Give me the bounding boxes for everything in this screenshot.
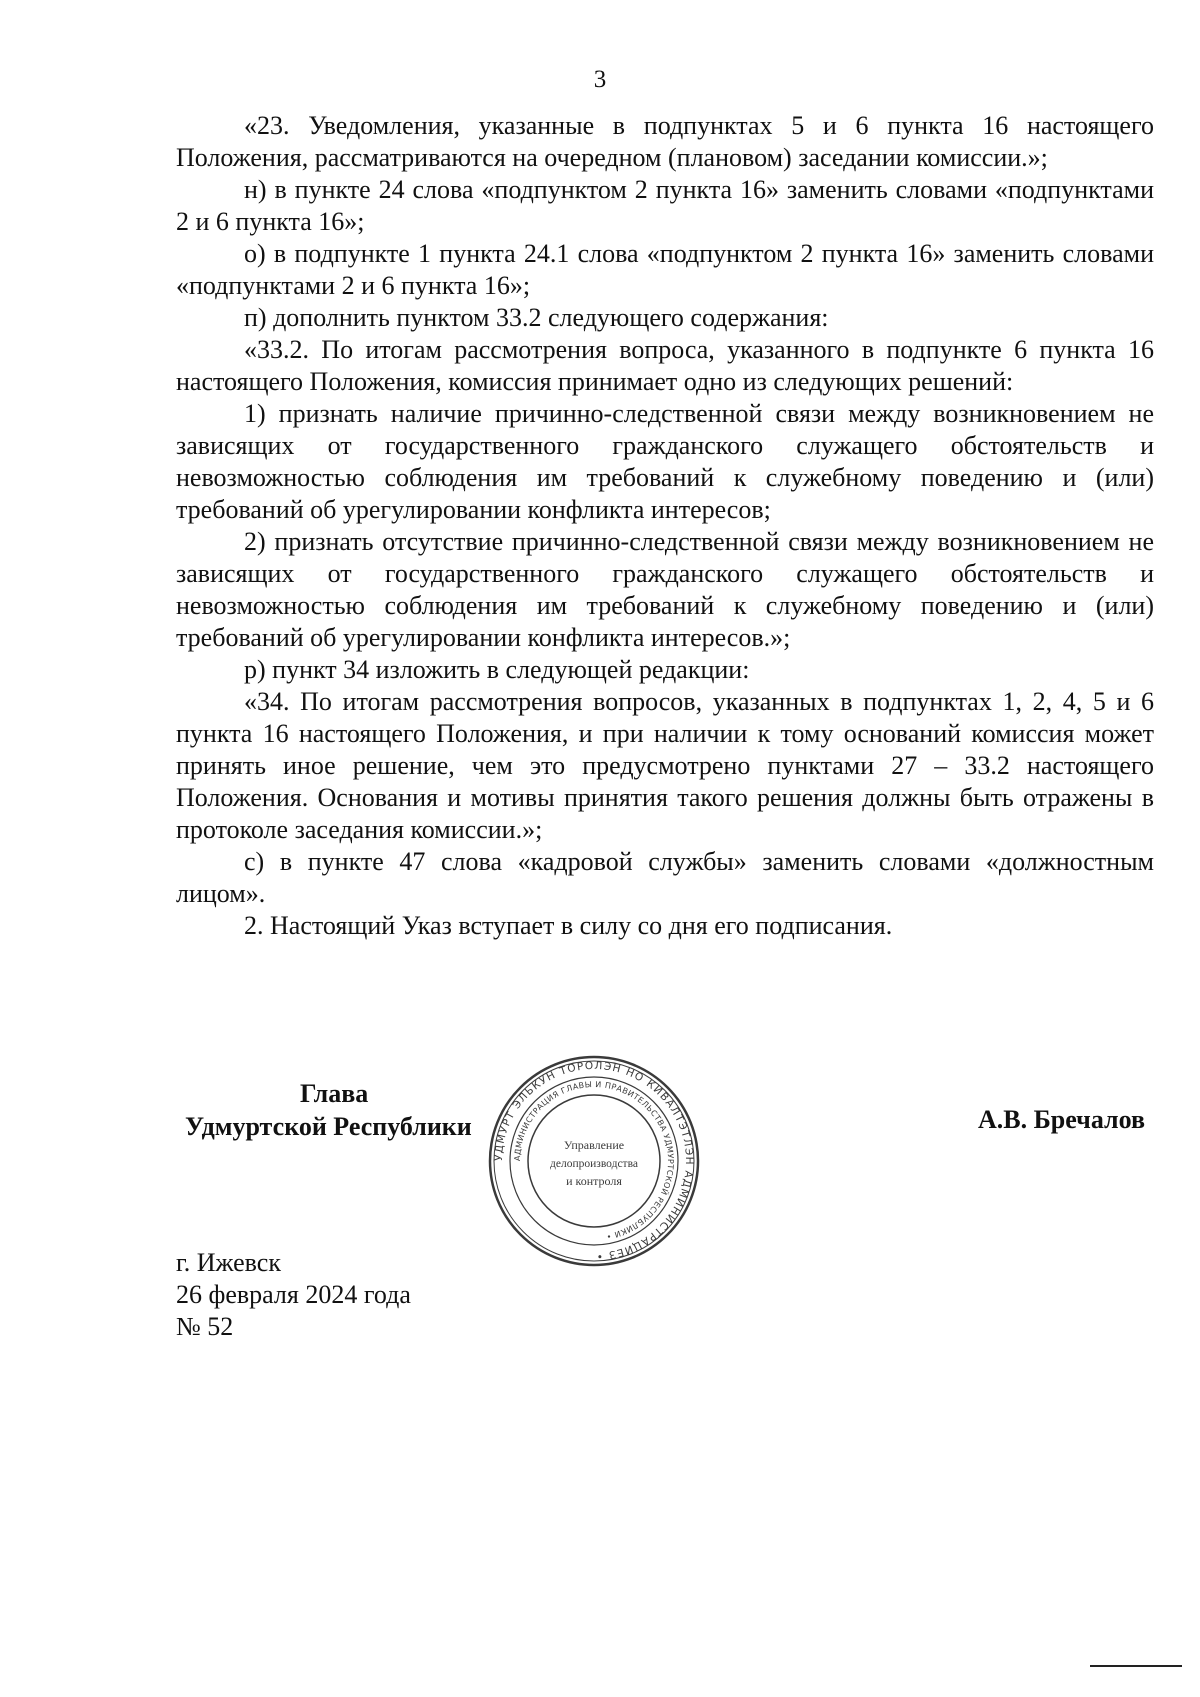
decree-body — [176, 110, 1154, 942]
seal-inner-ring-text: АДМИНИСТРАЦИЯ ГЛАВЫ И ПРАВИТЕЛЬСТВА УДМУРТСКОЙ РЕСПУБЛИКИ • — [512, 1079, 676, 1241]
seal-center-line1: Управление — [563, 1138, 625, 1152]
paragraph-s: с) в пункте 47 слова «кадровой службы» заменить словами «должностным лицом». — [176, 847, 1154, 908]
signatory-name: А.В. Бречалов — [978, 1105, 1146, 1134]
page-number: 3 — [593, 66, 607, 93]
official-seal-stamp — [486, 1053, 702, 1269]
paragraph-33-2: «33.2. По итогам рассмотрения вопроса, указанного в подпункте 6 пункта 16 настоящего Положения, комиссия принимает одно из следующих решений: — [176, 335, 1154, 396]
paragraph-23: «23. Уведомления, указанные в подпунктах 5 и 6 пункта 16 настоящего Положения, рассматриваются на очередном (плановом) заседании комиссии.»; — [176, 111, 1154, 172]
seal-center-line2: делопроизводства — [550, 1158, 638, 1170]
signatory-title-line1: Глава — [300, 1079, 369, 1108]
paragraph-p: п) дополнить пунктом 33.2 следующего содержания: — [244, 303, 829, 332]
paragraph-n: н) в пункте 24 слова «подпунктом 2 пункта 16» заменить словами «подпунктами 2 и 6 пункта 16»; — [176, 175, 1154, 236]
decree-number: № 52 — [176, 1312, 234, 1341]
issue-date: 26 февраля 2024 года — [176, 1280, 411, 1309]
paragraph-34: «34. По итогам рассмотрения вопросов, указанных в подпунктах 1, 2, 4, 5 и 6 пункта 16 настоящего Положения, и при наличии к тому оснований комиссия может принять иное решение, чем это предусмотрено пунктами 27 – 33.2 настоящего Положения. Основания и мотивы принятия такого решения должны быть отражены в протоколе заседания комиссии.»; — [176, 687, 1154, 844]
issue-city: г. Ижевск — [176, 1248, 281, 1277]
footer-rule — [1090, 1665, 1182, 1667]
paragraph-33-2-item-1: 1) признать наличие причинно-следственной связи между возникновением не зависящих от государственного гражданского служащего обстоятельств и невозможностью соблюдения им требований к служебному поведению и (или) требований об урегулировании конфликта интересов; — [176, 399, 1154, 524]
paragraph-2-effective: 2. Настоящий Указ вступает в силу со дня его подписания. — [244, 911, 893, 940]
paragraph-33-2-item-2: 2) признать отсутствие причинно-следственной связи между возникновением не зависящих от государственного гражданского служащего обстоятельств и невозможностью соблюдения им требований к служебному поведению и (или) требований об урегулировании конфликта интересов.»; — [176, 527, 1154, 652]
seal-center-line3: и контроля — [566, 1174, 622, 1188]
signatory-title-line2: Удмуртской Республики — [185, 1112, 472, 1141]
paragraph-r: р) пункт 34 изложить в следующей редакции: — [244, 655, 750, 684]
seal-outer-ring-text: УДМУРТ ЭЛЬКУН ТОРОЛЭН НО КИВАЛТЭТЛЭН АДМИНИСТРАЦИЕЗ • — [492, 1059, 696, 1263]
paragraph-o: о) в подпункте 1 пункта 24.1 слова «подпунктом 2 пункта 16» заменить словами «подпунктами 2 и 6 пункта 16»; — [176, 239, 1154, 300]
